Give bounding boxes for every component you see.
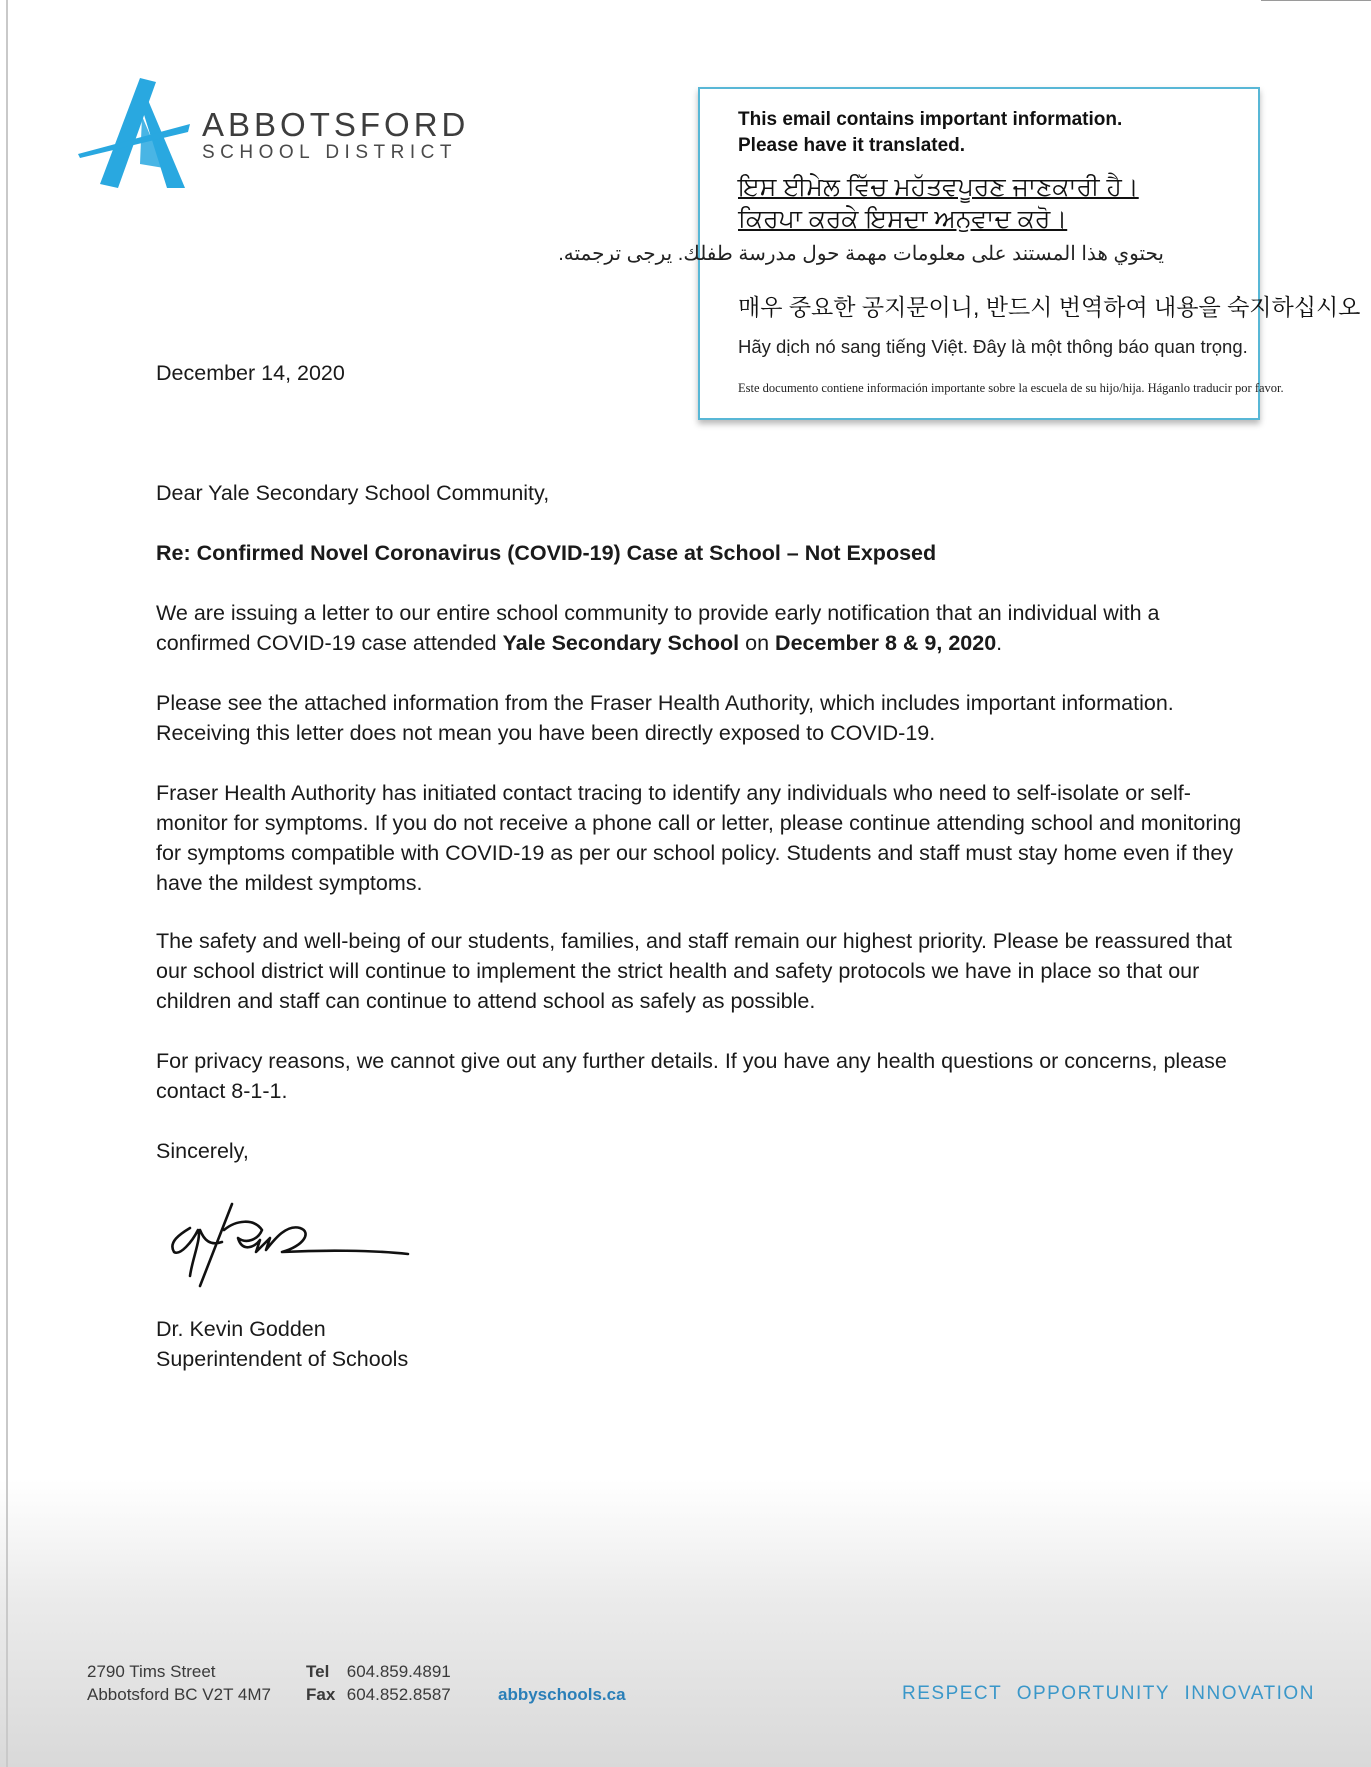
notice-korean: 매우 중요한 공지문이니, 반드시 번역하여 내용을 숙지하십시오 [738, 294, 1361, 320]
letter-greeting: Dear Yale Secondary School Community, [156, 481, 550, 505]
page-corner-line [1261, 0, 1371, 1]
district-logo [78, 76, 470, 196]
notice-english-line1: This email contains important information. [738, 109, 1123, 130]
school-name: Yale Secondary School [502, 631, 740, 655]
signer-title: Superintendent of Schools [156, 1347, 409, 1371]
footer-address [87, 1660, 271, 1706]
paragraph-contact-tracing [156, 778, 1256, 898]
paragraph-privacy [156, 1046, 1256, 1106]
page-edge [6, 0, 8, 1767]
footer-phone [306, 1660, 451, 1706]
logo-subtitle: SCHOOL DISTRICT [202, 142, 457, 163]
footer-fax-label: Fax [306, 1685, 336, 1704]
notice-punjabi-line1: ਇਸ ਈਮੇਲ ਵਿੱਚ ਮਹੱਤਵਪੂਰਣ ਜਾਣਕਾਰੀ ਹੈ। [738, 173, 1139, 201]
paragraph-notification-text: We are issuing a letter to our entire school community to provide early notification that an individual with a confirmed COVID-19 case attended [156, 601, 1160, 655]
paragraph-attached-info [156, 688, 1256, 748]
district-logo-mark-icon [78, 76, 198, 192]
notice-punjabi-line2: ਕਿਰਪਾ ਕਰਕੇ ਇਸਦਾ ਅਨੁਵਾਦ ਕਰੋ। [738, 205, 1068, 233]
paragraph-safety-text: The safety and well-being of our students, families, and staff remain our highest priority. Please be reassured that our school district will continue to implement the strict health and safety protocols we have in place so that our children and staff can continue to attend school as safely as possible. [156, 929, 1232, 1013]
logo-name: ABBOTSFORD [202, 106, 470, 143]
footer-fax: 604.852.8587 [346, 1685, 451, 1704]
letter-closing: Sincerely, [156, 1139, 249, 1163]
paragraph-notification-on: on [739, 631, 776, 655]
footer-value-respect: RESPECT [902, 1683, 1002, 1704]
notice-english-line2: Please have it translated. [738, 135, 966, 156]
paragraph-attached-info-text: Please see the attached information from the Fraser Health Authority, which includes important information. Receiving this letter does not mean you have been directly exposed to COVID-19. [156, 691, 1174, 745]
notice-english [738, 107, 1122, 159]
notice-arabic: يحتوي هذا المستند على معلومات مهمة حول مدرسة طفلك. يرجى ترجمته. [558, 243, 1164, 265]
notice-vietnamese: Hãy dịch nó sang tiếng Việt. Đây là một thông báo quan trọng. [738, 336, 1248, 357]
notice-spanish: Este documento contiene información importante sobre la escuela de su hijo/hija. Háganlo traducir por favor. [738, 381, 1284, 395]
attendance-dates: December 8 & 9, 2020 [775, 631, 997, 655]
footer-tel: 604.859.4891 [346, 1662, 451, 1681]
footer-tel-label: Tel [306, 1662, 330, 1681]
footer-address-line2: Abbotsford BC V2T 4M7 [87, 1685, 271, 1704]
footer-values [902, 1682, 1315, 1705]
letter-subject: Re: Confirmed Novel Coronavirus (COVID-19) Case at School – Not Exposed [156, 541, 937, 565]
footer-address-line1: 2790 Tims Street [87, 1662, 216, 1681]
letter-date: December 14, 2020 [156, 361, 345, 385]
paragraph-privacy-text: For privacy reasons, we cannot give out any further details. If you have any health questions or concerns, please contact 8-1-1. [156, 1049, 1227, 1103]
paragraph-notification [156, 598, 1256, 658]
paragraph-contact-tracing-text: Fraser Health Authority has initiated contact tracing to identify any individuals who need to self-isolate or self-monitor for symptoms. If you do not receive a phone call or letter, please continue attending school and monitoring for symptoms compatible with COVID-19 as per our school policy. Students and staff must stay home even if they have the mildest symptoms. [156, 781, 1242, 895]
signature-image [162, 1190, 422, 1290]
footer-value-innovation: INNOVATION [1184, 1683, 1315, 1704]
footer-website-link[interactable]: abbyschools.ca [498, 1685, 626, 1704]
paragraph-safety [156, 926, 1256, 1016]
signer-name: Dr. Kevin Godden [156, 1317, 326, 1341]
paragraph-notification-end: . [996, 631, 1003, 655]
footer-value-opportunity: OPPORTUNITY [1016, 1683, 1170, 1704]
